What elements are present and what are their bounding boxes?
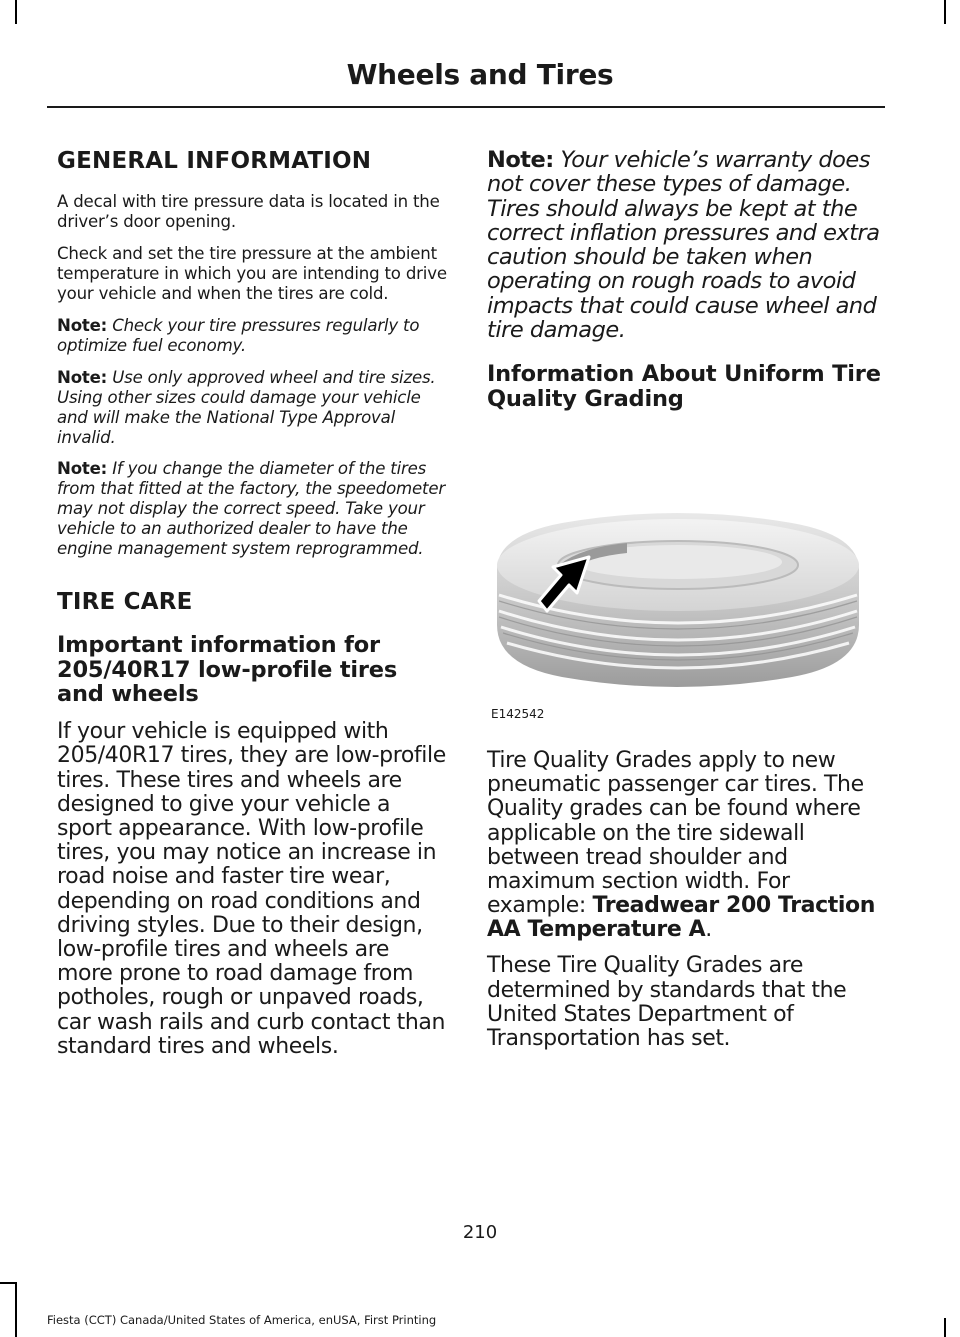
page-number: 210 (462, 1222, 498, 1243)
tire-figure (487, 425, 882, 735)
page-header-title: Wheels and Tires (346, 58, 614, 91)
crop-mark-bottom-left-v (15, 1282, 17, 1337)
right-column (487, 148, 882, 1063)
note-label: Note: (57, 459, 108, 479)
quality-grades-text: Tire Quality Grades apply to new pneumatic passenger car tires. The Quality grades can be found where applicable on the tire sidewall between tread shoulder and maximum section width. For example: (487, 747, 864, 919)
note-label: Note: (487, 147, 554, 173)
quality-grades-example: Treadwear 200 Traction AA Temperature A (487, 893, 875, 943)
decal-paragraph: A decal with tire pressure data is located in the driver’s door opening. (57, 192, 440, 232)
note-label: Note: (57, 367, 108, 387)
tire-care-heading: TIRE CARE (57, 588, 193, 615)
note-approved-sizes (57, 368, 449, 448)
note-fuel-economy (57, 316, 449, 356)
check-pressure-paragraph: Check and set the tire pressure at the ambient temperature in which you are intending to drive your vehicle and when the tires are cold. (57, 244, 447, 304)
tire-illustration (487, 425, 882, 715)
crop-mark-bottom-right (944, 1318, 946, 1337)
quality-grades-end: . (705, 917, 712, 943)
note-label: Note: (57, 315, 108, 335)
crop-mark-bottom-left (0, 1282, 15, 1284)
utqg-heading: Information About Uniform Tire Quality Grading (487, 361, 881, 412)
note-text: Check your tire pressures regularly to optimize fuel economy. (57, 315, 420, 355)
quality-grades-paragraph (487, 749, 882, 943)
crop-mark-top-right (944, 0, 946, 24)
dot-standards-paragraph: These Tire Quality Grades are determined by standards that the United States Department of Transportation has set. (487, 953, 847, 1052)
left-column (57, 148, 449, 1071)
warranty-note (487, 148, 882, 342)
note-text: Your vehicle’s warranty does not cover these types of damage. Tires should always be kept at the correct inflation pressures and extra caution should be taken when operating on rough roads to avoid impacts that could cause wheel and tire damage. (487, 147, 880, 344)
low-profile-body: If your vehicle is equipped with 205/40R17 tires, they are low-profile tires. These tires and wheels are designed to give your vehicle a sport appearance. With low-profile tires, you may notice an increase in road noise and faster tire wear, depending on road conditions and driving styles. Due to their design, low-profile tires and wheels are more prone to road damage from potholes, rough or unpaved roads, car wash rails and curb contact than standard tires and wheels. (57, 719, 446, 1059)
note-text: If you change the diameter of the tires from that fitted at the factory, the speedometer may not display the correct speed. Take your vehicle to an authorized dealer to have the engine management system reprogrammed. (57, 459, 445, 559)
header-rule (47, 106, 885, 108)
footer-text: Fiesta (CCT) Canada/United States of America, enUSA, First Printing (47, 1313, 437, 1327)
crop-mark-top-left (15, 0, 17, 24)
figure-code: E142542 (491, 706, 545, 721)
note-tire-diameter (57, 459, 449, 559)
low-profile-subheading: Important information for 205/40R17 low-profile tires and wheels (57, 632, 398, 707)
general-information-heading: GENERAL INFORMATION (57, 148, 372, 174)
note-text: Use only approved wheel and tire sizes. Using other sizes could damage your vehicle and will make the National Type Approval invalid. (57, 367, 436, 447)
